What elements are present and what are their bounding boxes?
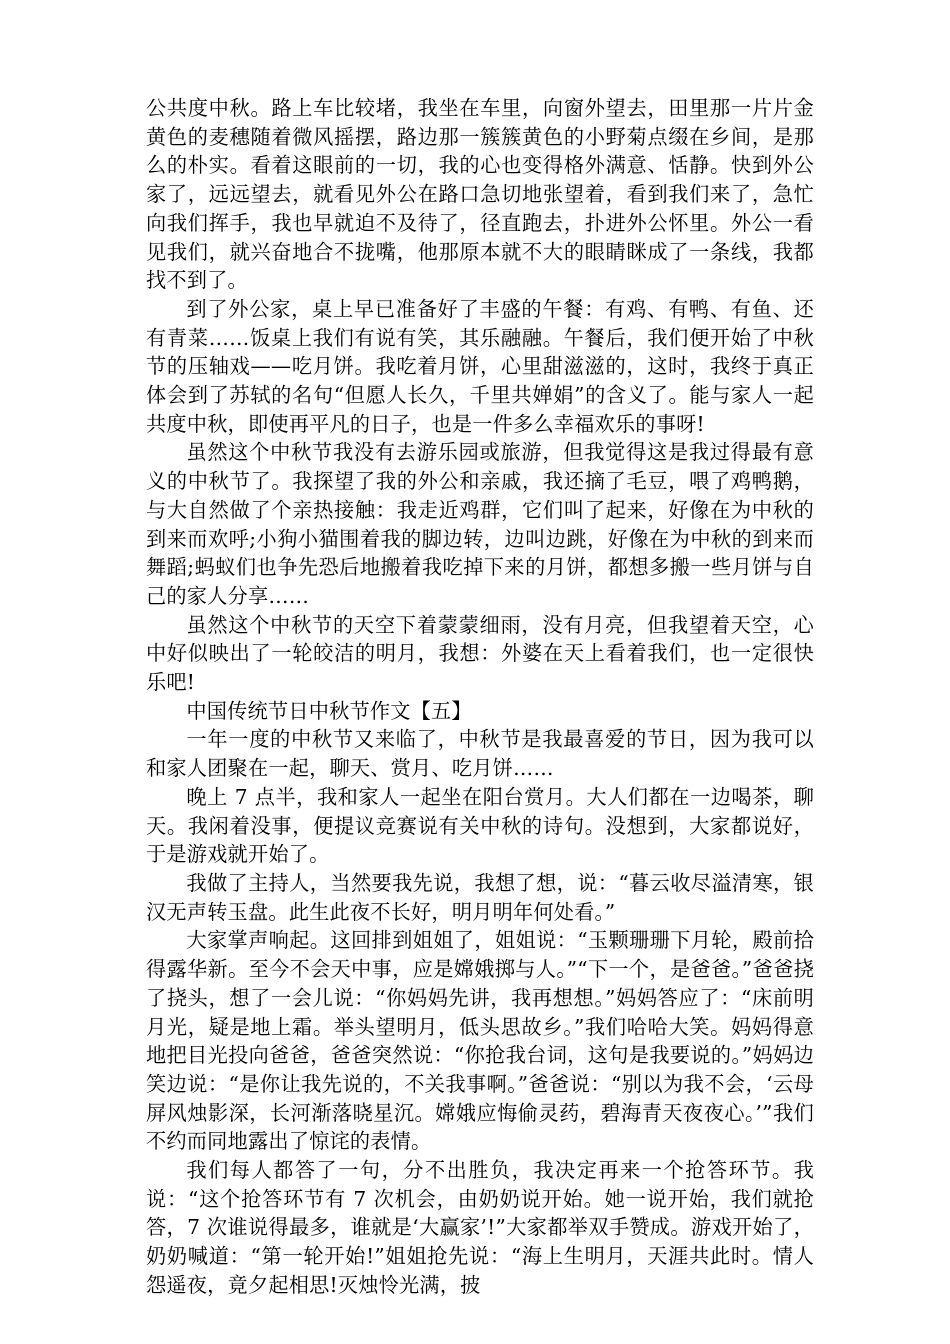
section-heading: 中国传统节日中秋节作文【五】 bbox=[186, 698, 472, 723]
paragraph: 大家掌声响起。这回排到姐姐了，姐姐说：“玉颗珊珊下月轮，殿前拾得露华新。至今不会天中事，应是嫦娥掷与人。”“下一个，是爸爸。”爸爸挠了挠头，想了一会儿说：“你妈妈先讲，我再想想。”妈妈答应了：“床前明月光，疑是地上霜。举头望明月，低头思故乡。”我们哈哈大笑。妈妈得意地把目光投向爸爸，爸爸突然说：“你抢我台词，这句是我要说的。”妈妈边笑边说：“是你让我先说的，不关我事啊。”爸爸说：“别以为我不会，‘云母屏风烛影深，长河渐落晓星沉。嫦娥应悔偷灵药，碧海青天夜夜心。’”我们不约而同地露出了惊诧的表情。 bbox=[146, 928, 814, 1154]
paragraph-continuation: 公共度中秋。路上车比较堵，我坐在车里，向窗外望去，田里那一片片金黄色的麦穗随着微风摇摆，路边那一簇簇黄色的小野菊点缀在乡间，是那么的朴实。看着这眼前的一切，我的心也变得格外满意、恬静。快到外公家了，远远望去，就看见外公在路口急切地张望着，看到我们来了，急忙向我们挥手，我也早就迫不及待了，径直跑去，扑进外公怀里。外公一看见我们，就兴奋地合不拢嘴，他那原本就不大的眼睛眯成了一条线，我都找不到了。 bbox=[146, 96, 814, 293]
paragraph: 一年一度的中秋节又来临了，中秋节是我最喜爱的节日，因为我可以和家人团聚在一起，聊天、赏月、吃月饼…… bbox=[146, 727, 814, 781]
paragraph: 虽然这个中秋节的天空下着蒙蒙细雨，没有月亮，但我望着天空，心中好似映出了一轮皎洁的明月，我想：外婆在天上看着我们，也一定很快乐吧! bbox=[146, 612, 814, 695]
document-page bbox=[146, 94, 814, 1300]
paragraph: 到了外公家，桌上早已准备好了丰盛的午餐：有鸡、有鸭、有鱼、还有青菜……饭桌上我们有说有笑，其乐融融。午餐后，我们便开始了中秋节的压轴戏——吃月饼。我吃着月饼，心里甜滋滋的，这时，我终于真正体会到了苏轼的名句“但愿人长久，千里共婵娟”的含义了。能与家人一起共度中秋，即使再平凡的日子，也是一件多么幸福欢乐的事呀! bbox=[146, 296, 814, 436]
paragraph: 晚上 7 点半，我和家人一起坐在阳台赏月。大人们都在一边喝茶，聊天。我闲着没事，便提议竞赛说有关中秋的诗句。没想到，大家都说好，于是游戏就开始了。 bbox=[146, 784, 814, 867]
paragraph: 虽然这个中秋节我没有去游乐园或旅游，但我觉得这是我过得最有意义的中秋节了。我探望了我的外公和亲戚，我还摘了毛豆，喂了鸡鸭鹅，与大自然做了个亲热接触：我走近鸡群，它们叫了起来，好像在为中秋的到来而欢呼;小狗小猫围着我的脚边转，边叫边跳，好像在为中秋的到来而舞蹈;蚂蚁们也争先恐后地搬着我吃掉下来的月饼，都想多搬一些月饼与自己的家人分享…… bbox=[146, 440, 814, 608]
paragraph: 我做了主持人，当然要我先说，我想了想，说：“暮云收尽溢清寒，银汉无声转玉盘。此生此夜不长好，明月明年何处看。” bbox=[146, 870, 814, 924]
paragraph: 我们每人都答了一句，分不出胜负，我决定再来一个抢答环节。我说：“这个抢答环节有 7 次机会，由奶奶说开始。她一说开始，我们就抢答，7 次谁说得最多，谁就是‘大赢家’!”大家都举双手赞成。游戏开始了，奶奶喊道：“第一轮开始!”姐姐抢先说：“海上生明月，天涯共此时。情人怨遥夜，竟夕起相思!灭烛怜光满，披 bbox=[146, 1158, 814, 1297]
